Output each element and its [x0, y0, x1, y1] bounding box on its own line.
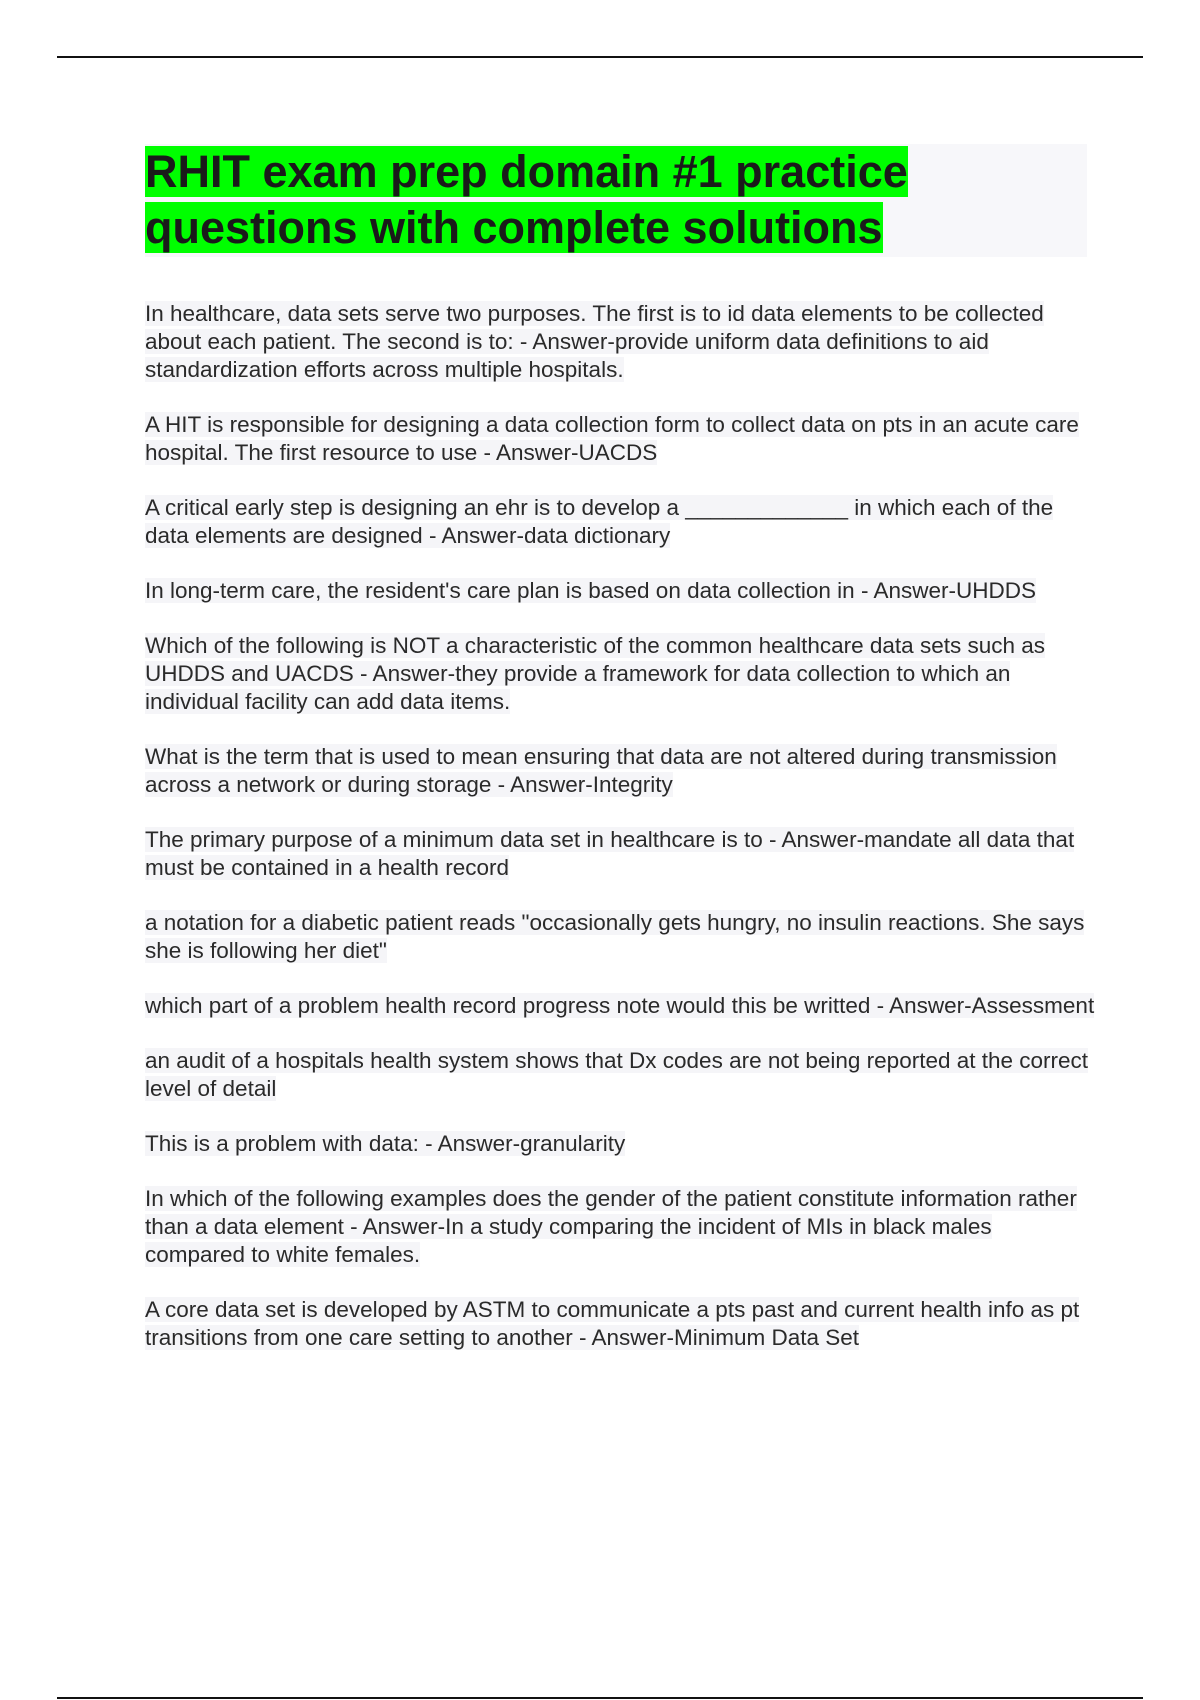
paragraph-7: The primary purpose of a minimum data set in healthcare is to - Answer-mandate all data that must be contained in a health record	[145, 827, 1075, 880]
page-title	[145, 144, 1087, 256]
paragraph-1: In healthcare, data sets serve two purposes. The first is to id data elements to be collected about each patient. The second is to: - Answer-provide uniform data definitions to aid standardization efforts across multiple hospitals.	[145, 301, 1044, 382]
paragraph-9: which part of a problem health record progress note would this be writted - Answer-Assessment	[145, 993, 1095, 1018]
paragraph-5: Which of the following is NOT a characteristic of the common healthcare data sets such as UHDDS and UACDS - Answer-they provide a framework for data collection to which an individual facility can add data items.	[145, 633, 1045, 714]
bottom-rule	[57, 1697, 1143, 1699]
paragraph-10: an audit of a hospitals health system shows that Dx codes are not being reported at the correct level of detail	[145, 1048, 1089, 1101]
paragraph-3: A critical early step is designing an ehr is to develop a _____________ in which each of the data elements are designed - Answer-data dictionary	[145, 495, 1054, 548]
paragraph-12: In which of the following examples does the gender of the patient constitute information rather than a data element - Answer-In a study comparing the incident of MIs in black males compared to white females.	[145, 1186, 1077, 1267]
top-rule	[57, 56, 1143, 58]
paragraph-6: What is the term that is used to mean ensuring that data are not altered during transmission across a network or during storage - Answer-Integrity	[145, 744, 1057, 797]
document-body	[145, 300, 1095, 1379]
title-block	[145, 144, 1087, 257]
paragraph-4: In long-term care, the resident's care plan is based on data collection in - Answer-UHDDS	[145, 578, 1036, 603]
paragraph-8: a notation for a diabetic patient reads "occasionally gets hungry, no insulin reactions. She says she is following her diet"	[145, 910, 1085, 963]
title-line-1: RHIT exam prep domain #1 practice	[145, 146, 908, 197]
title-line-2: questions with complete solutions	[145, 202, 883, 253]
paragraph-2: A HIT is responsible for designing a data collection form to collect data on pts in an acute care hospital. The first resource to use - Answer-UACDS	[145, 412, 1079, 465]
paragraph-11: This is a problem with data: - Answer-granularity	[145, 1131, 626, 1156]
paragraph-13: A core data set is developed by ASTM to communicate a pts past and current health info as pt transitions from one care setting to another - Answer-Minimum Data Set	[145, 1297, 1080, 1350]
